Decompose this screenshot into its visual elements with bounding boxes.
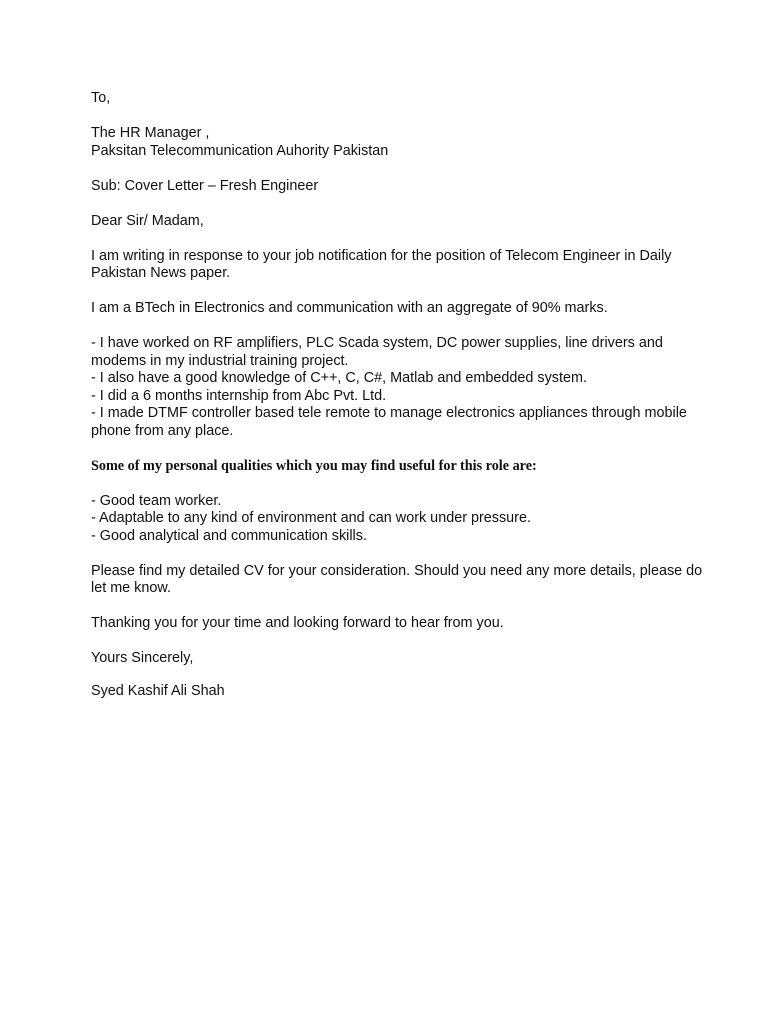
cv-note-paragraph — [91, 563, 711, 598]
experience-line: - I also have a good knowledge of C++, C, C#, Matlab and embedded system. — [91, 370, 587, 386]
subject-line: Sub: Cover Letter – Fresh Engineer — [91, 177, 319, 194]
intro-line: Pakistan News paper. — [91, 265, 231, 281]
education-paragraph: I am a BTech in Electronics and communication with an aggregate of 90% marks. — [91, 300, 608, 316]
experience-line: - I made DTMF controller based tele remote to manage electronics appliances through mobile — [91, 405, 687, 421]
qualities-heading: Some of my personal qualities which you may find useful for this role are: — [91, 457, 537, 474]
cv-note-line: let me know. — [91, 580, 171, 596]
greeting: Dear Sir/ Madam, — [91, 212, 204, 229]
quality-item: - Adaptable to any kind of environment and can work under pressure. — [91, 510, 531, 526]
quality-item: - Good team worker. — [91, 492, 222, 509]
thanks-paragraph: Thanking you for your time and looking forward to hear from you. — [91, 615, 504, 631]
experience-line: phone from any place. — [91, 422, 234, 439]
cv-note-line: Please find my detailed CV for your consideration. Should you need any more details, please do — [91, 562, 703, 579]
recipient-organization: Paksitan Telecommunication Auhority Pakistan — [91, 142, 389, 159]
experience-line: - I did a 6 months internship from Abc Pvt. Ltd. — [91, 387, 387, 404]
intro-paragraph — [91, 248, 711, 283]
recipient-block — [91, 125, 711, 160]
intro-line: I am writing in response to your job notification for the position of Telecom Engineer in Daily — [91, 247, 672, 264]
experience-line: modems in my industrial training project. — [91, 352, 349, 369]
salutation-to: To, — [91, 90, 111, 106]
cover-letter — [91, 90, 711, 700]
qualities-list — [91, 493, 711, 546]
closing: Yours Sincerely, — [91, 650, 194, 666]
quality-item: - Good analytical and communication skills. — [91, 527, 367, 544]
experience-line: - I have worked on RF amplifiers, PLC Scada system, DC power supplies, line drivers and — [91, 335, 663, 351]
signature-name: Syed Kashif Ali Shah — [91, 682, 225, 699]
recipient-title: The HR Manager , — [91, 125, 210, 141]
experience-list — [91, 335, 711, 440]
